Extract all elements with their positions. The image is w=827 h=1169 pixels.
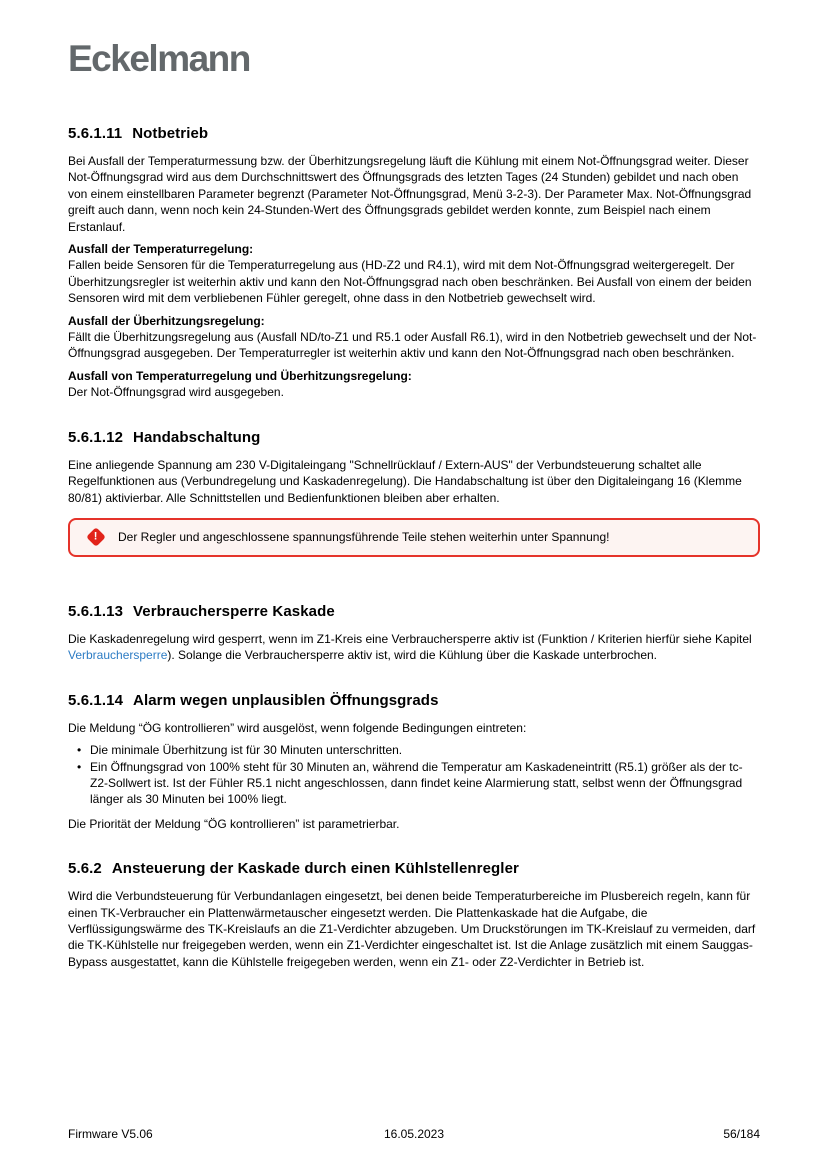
subsection-label-beide-regelungen: Ausfall von Temperaturregelung und Überhitzungsregelung: [68, 368, 412, 383]
section-number: 5.6.1.14 [68, 691, 124, 709]
paragraph-beide-regelungen: Der Not-Öffnungsgrad wird ausgegeben. [68, 385, 284, 400]
list-item: • Ein Öffnungsgrad von 100% steht für 30 Minuten an, während die Temperatur am Kaskadeneintritt (R5.1) größer als der tc-Z2-Sollwert ist. Ist der Fühler R5.1 nicht angeschlossen, dann findet keine Alarmierung statt, selbst wenn der Öffnungsgrad länger als 30 Minuten bei 100% liegt. [68, 759, 760, 808]
warning-icon-glyph: ! [94, 530, 98, 543]
warning-box [68, 518, 760, 557]
paragraph-handabschaltung: Eine anliegende Spannung am 230 V-Digitaleingang "Schnellrücklauf / Extern-AUS" der Verbundsteuerung schaltet alle Regelfunktionen aus (Verbundregelung und Kaskadenregelung). Die Handabschaltung ist über den Digitaleingang 16 (Klemme 80/81) aktivierbar. Alle Schnittstellen und Bedienfunktionen bleiben aber erhalten. [68, 457, 742, 505]
section-title: Notbetrieb [132, 125, 209, 142]
section-heading-verbrauchersperre [68, 603, 760, 620]
section-heading-alarm [68, 692, 760, 709]
section-number: 5.6.1.12 [68, 428, 124, 446]
page-footer [68, 1127, 760, 1141]
warning-text: Der Regler und angeschlossene spannungsführende Teile stehen weiterhin unter Spannung! [118, 530, 610, 545]
paragraph-alarm-intro: Die Meldung “ÖG kontrollieren” wird ausgelöst, wenn folgende Bedingungen eintreten: [68, 720, 527, 735]
paragraph-notbetrieb-intro: Bei Ausfall der Temperaturmessung bzw. der Überhitzungsregelung läuft die Kühlung mit einem Not-Öffnungsgrad weiter. Dieser Not-Öffnungsgrad wird aus dem Durchschnittswert des Öffnungsgrads des letzten Tages (24 Stunden) gebildet und nach oben von einem einstellbaren Parameter begrenzt (Parameter Not-Öffnungsgrad, Menü 3-2-3). Der Parameter Max. Not-Öffnungsgrad greift auch dann, wenn noch kein 24-Stunden-Wert des Öffnungsgrads gebildet werden konnte, zum Beispiel nach einem Erstanlauf. [68, 154, 752, 234]
section-heading-ansteuerung [68, 860, 760, 877]
eckelmann-logo: Eckelmann [68, 38, 250, 79]
section-title: Ansteuerung der Kaskade durch einen Kühlstellenregler [111, 860, 519, 878]
spacer [68, 565, 760, 575]
section-heading-handabschaltung [68, 429, 760, 446]
subsection-label-temperaturregelung: Ausfall der Temperaturregelung: [68, 242, 254, 257]
section-title: Handabschaltung [133, 428, 261, 446]
list-item: • Die minimale Überhitzung ist für 30 Minuten unterschritten. [68, 742, 760, 758]
warning-diamond-icon [86, 528, 106, 548]
conditions-list [68, 742, 760, 808]
paragraph-ansteuerung: Wird die Verbundsteuerung für Verbundanlagen eingesetzt, bei denen beide Temperaturbereiche im Plusbereich regeln, kann für einen TK-Verbraucher ein Plattenwärmetauscher eingesetzt werden. Die Plattenkaskade hat die Aufgabe, die Verflüssigungswärme des TK-Kreislaufs an die Z1-Verdichter abzugeben. Um Druckstörungen im TK-Kreislauf zu vermeiden, darf die TK-Kühlstelle nur freigegeben werden, wenn ein Z1-Verdichter eingeschaltet ist. Ist die Anlage zusätzlich mit einem Sauggas-Bypass ausgestattet, kann die Kühlstelle freigegeben werden, wenn ein Z1- oder Z2-Verdichter in Betrieb ist. [68, 889, 756, 969]
footer-firmware-version: Firmware V5.06 [68, 1127, 153, 1141]
section-heading-notbetrieb [68, 125, 760, 142]
page-content [68, 125, 760, 970]
section-number: 5.6.1.11 [68, 125, 123, 142]
paragraph-ueberhitzungsregelung: Fällt die Überhitzungsregelung aus (Ausfall ND/to-Z1 und R5.1 oder Ausfall R6.1), wird in den Notbetrieb gewechselt und der Not-Öffnungsgrad ausgegeben. Der Temperaturregler ist weiterhin aktiv und kann den Not-Öffnungsgrad nach oben beschränken. [68, 330, 757, 361]
paragraph-verbrauchersperre [68, 631, 760, 664]
section-number: 5.6.1.13 [68, 602, 124, 620]
text-after-link: ). Solange die Verbrauchersperre aktiv ist, wird die Kühlung über die Kaskade unterbrochen. [167, 648, 658, 663]
section-number: 5.6.2 [68, 860, 102, 878]
subsection-label-ueberhitzungsregelung: Ausfall der Überhitzungsregelung: [68, 313, 265, 328]
paragraph-temperaturregelung: Fallen beide Sensoren für die Temperaturregelung aus (HD-Z2 und R4.1), wird mit dem Not-Öffnungsgrad weitergeregelt. Der Überhitzungsregler ist weiterhin aktiv und kann den Not-Öffnungsgrad nach oben beschränken. Bei Ausfall von einem der beiden Sensoren wird mit dem verbliebenen Fühler geregelt, ohne dass in den Notbetrieb gewechselt wird. [68, 258, 752, 306]
verbrauchersperre-link[interactable]: Verbrauchersperre [68, 648, 168, 663]
section-title: Verbrauchersperre Kaskade [133, 602, 335, 620]
text-before-link: Die Kaskadenregelung wird gesperrt, wenn im Z1-Kreis eine Verbrauchersperre aktiv ist (Funktion / Kriterien hierfür siehe Kapitel [68, 631, 752, 646]
section-title: Alarm wegen unplausiblen Öffnungsgrads [133, 691, 439, 709]
footer-date: 16.05.2023 [383, 1127, 445, 1141]
paragraph-alarm-outro: Die Priorität der Meldung “ÖG kontrollieren” ist parametrierbar. [68, 816, 400, 831]
footer-page-number: 56/184 [723, 1127, 761, 1141]
